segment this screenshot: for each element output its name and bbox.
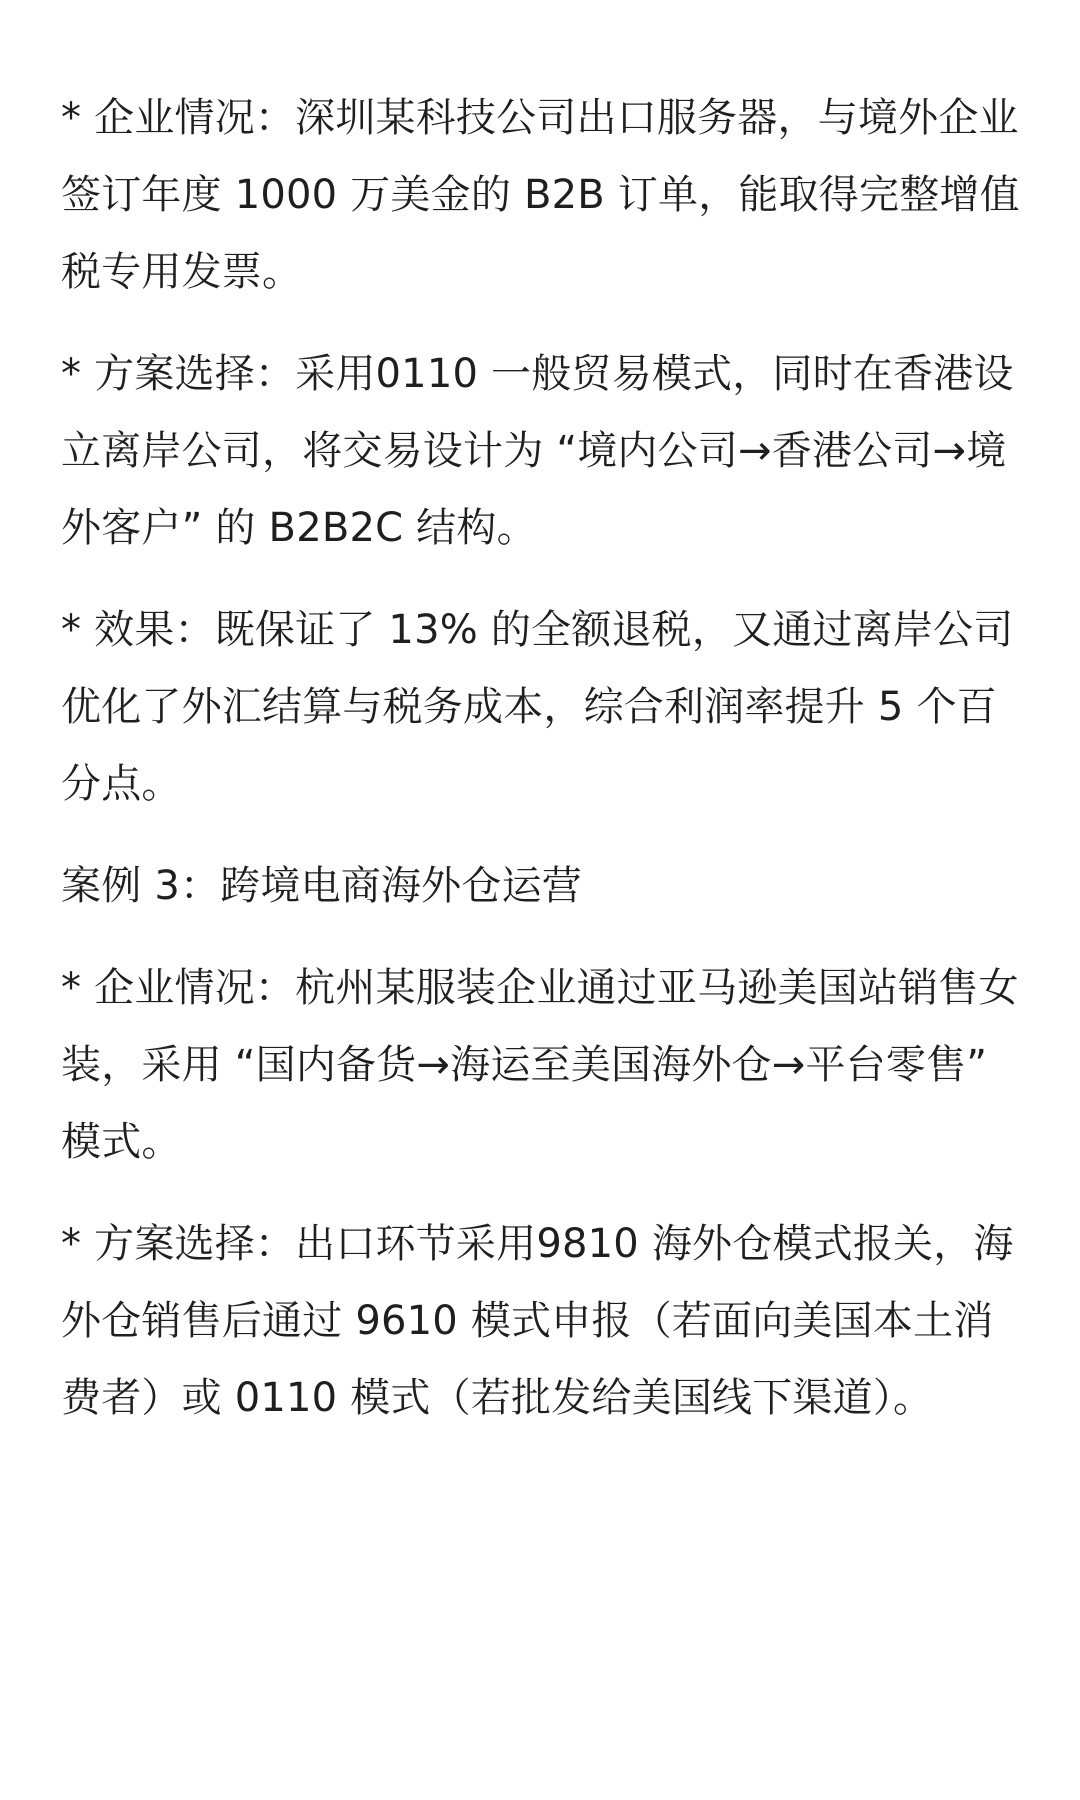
case3-solution: * 方案选择：出口环节采用9810 海外仓模式报关，海外仓销售后通过 9610 模式申报（若面向美国本土消费者）或 0110 模式（若批发给美国线下渠道）。 (61, 1221, 1014, 1421)
case2-result: * 效果：既保证了 13% 的全额退税，又通过离岸公司优化了外汇结算与税务成本，综合利润率提升 5 个百分点。 (61, 607, 1014, 807)
case2-company-situation: * 企业情况：深圳某科技公司出口服务器，与境外企业签订年度 1000 万美金的 B2B 订单，能取得完整增值税专用发票。 (61, 95, 1020, 295)
case3-company-situation: * 企业情况：杭州某服装企业通过亚马逊美国站销售女装，采用 “国内备货→海运至美国海外仓→平台零售” 模式。 (61, 965, 1019, 1165)
case2-solution: * 方案选择：采用0110 一般贸易模式，同时在香港设立离岸公司，将交易设计为 “境内公司→香港公司→境外客户” 的 B2B2C 结构。 (61, 351, 1014, 551)
article-body (61, 80, 1021, 1462)
case3-heading: 案例 3：跨境电商海外仓运营 (61, 863, 582, 909)
